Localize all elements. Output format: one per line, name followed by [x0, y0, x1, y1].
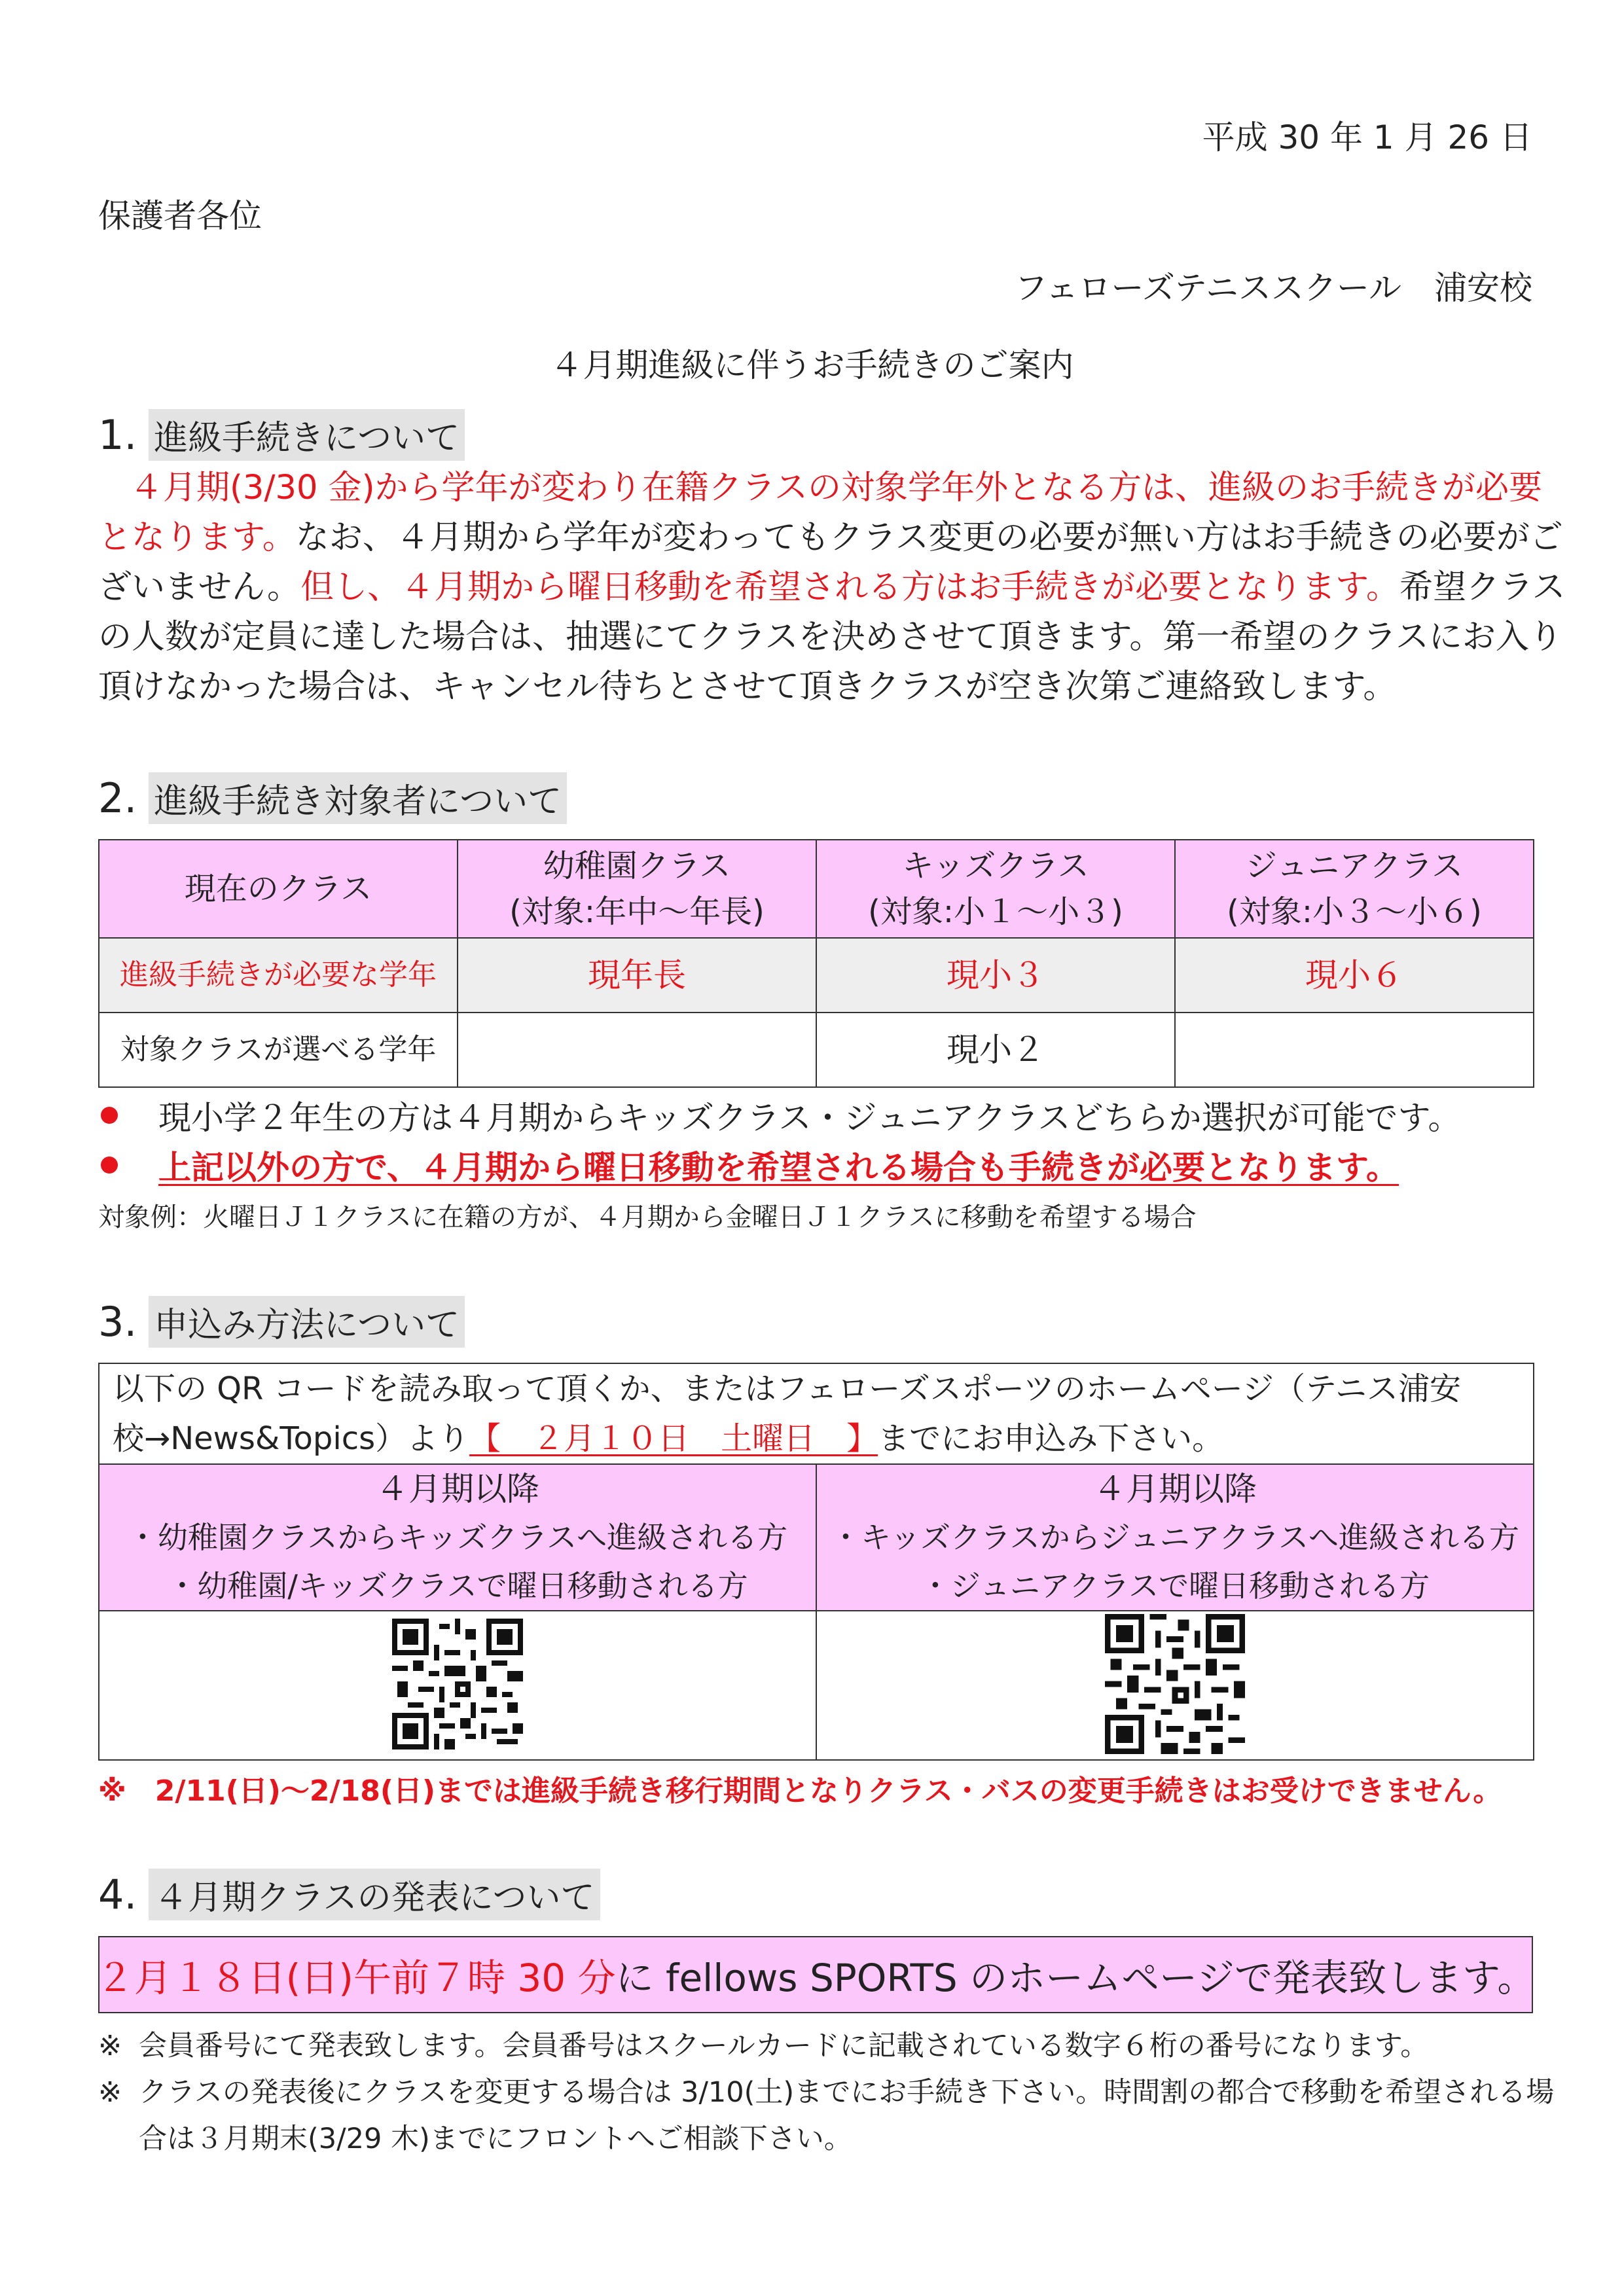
footnote: [98, 2070, 1554, 2110]
table-cell: [1175, 1013, 1534, 1087]
section-title: 進級手続き対象者について: [149, 772, 567, 824]
column-header: [1175, 840, 1534, 938]
body-text: の人数が定員に達した場合は、抽選にてクラスを決めさせて頂きます。第一希望のクラスにお入り: [98, 618, 1562, 656]
table-row: [99, 1363, 1534, 1464]
qr-code-icon[interactable]: [392, 1619, 523, 1749]
cell-item: ・ジュニアクラスで曜日移動される方: [920, 1568, 1430, 1604]
right-target-cell: [816, 1464, 1534, 1611]
section-1-heading: [98, 409, 465, 461]
cell-item: ・キッズクラスからジュニアクラスへ進級される方: [830, 1520, 1520, 1555]
section-number: 2.: [98, 774, 137, 822]
class-target: (対象:小３～小６): [1227, 893, 1482, 930]
example-note: 対象例：火曜日Ｊ１クラスに在籍の方が、４月期から金曜日Ｊ１クラスに移動を希望する場合: [98, 1202, 1197, 1232]
cell-title: ４月期以降: [376, 1470, 539, 1508]
announcement-datetime: ２月１８日(日)午前７時 30 分: [96, 1956, 616, 2000]
section-number: 3.: [98, 1298, 137, 1346]
left-target-cell: [99, 1464, 816, 1611]
application-table: [98, 1363, 1534, 1761]
eligibility-table: [98, 839, 1534, 1088]
document-title: ４月期進級に伴うお手続きのご案内: [550, 346, 1074, 384]
instruction-line: [113, 1414, 1520, 1463]
class-name: ジュニアクラス: [1245, 848, 1464, 884]
right-qr-cell: [816, 1611, 1534, 1760]
table-row: [99, 1013, 1534, 1087]
section-1-paragraph: [98, 463, 1566, 712]
table-header-row: [99, 840, 1534, 938]
announcement-text: に fellows SPORTS のホームページで発表致します。: [615, 1956, 1536, 2000]
bullet-item: [98, 1141, 1399, 1189]
highlight-text: となります。: [98, 518, 296, 557]
section-number: 4.: [98, 1871, 137, 1918]
instruction-text: 校→News&Topics）より: [113, 1420, 470, 1457]
section-title: 進級手続きについて: [149, 409, 465, 461]
class-target: (対象:年中～年長): [509, 893, 765, 930]
cell-item: ・幼稚園クラスからキッズクラスへ進級される方: [127, 1520, 788, 1555]
body-text: 希望クラス: [1399, 568, 1566, 607]
column-header: [816, 840, 1175, 938]
recipient: 保護者各位: [98, 197, 262, 235]
cell-item: ・幼稚園/キッズクラスで曜日移動される方: [167, 1568, 748, 1604]
row-label: 対象クラスが選べる学年: [99, 1013, 458, 1087]
note-mark: ※: [98, 2076, 122, 2109]
table-row: [99, 1464, 1534, 1611]
table-cell: 現小２: [816, 1013, 1175, 1087]
section-title: ４月期クラスの発表について: [149, 1869, 600, 1920]
class-name: キッズクラス: [902, 848, 1089, 884]
section-3-heading: [98, 1296, 465, 1348]
note-mark: ※: [98, 2030, 122, 2062]
bullet-text: 現小学２年生の方は４月期からキッズクラス・ジュニアクラスどちらか選択が可能です。: [158, 1099, 1461, 1137]
section-number: 1.: [98, 411, 137, 459]
table-cell: [458, 1013, 816, 1087]
row-label: 進級手続きが必要な学年: [99, 938, 458, 1013]
class-name: 幼稚園クラス: [543, 848, 731, 884]
body-text: なお、４月期から学年が変わってもクラス変更の必要が無い方はお手続きの必要がご: [295, 518, 1563, 557]
column-header: [458, 840, 816, 938]
instruction-text: までにお申込み下さい。: [878, 1420, 1224, 1457]
deadline-text: 【 ２月１０日 土曜日 】: [469, 1420, 878, 1457]
section-2-heading: [98, 772, 567, 824]
section-title: 申込み方法について: [149, 1296, 465, 1348]
bullet-text: 上記以外の方で、４月期から曜日移動を希望される場合も手続きが必要となります。: [158, 1149, 1399, 1187]
table-row: [99, 1611, 1534, 1760]
table-cell: 現小３: [816, 938, 1175, 1013]
transition-notice: ※ 2/11(日)～2/18(日)までは進級手続き移行期間となりクラス・バスの変更手続きはお受けできません。: [98, 1774, 1502, 1808]
qr-code-icon[interactable]: [1105, 1614, 1245, 1754]
highlight-text: 但し、４月期から曜日移動を希望される方はお手続きが必要となります。: [300, 568, 1399, 607]
table-row: [99, 938, 1534, 1013]
footnote-continuation: 合は３月期末(3/29 木)までにフロントへご相談下さい。: [139, 2123, 852, 2155]
highlight-text: ４月期(3/30 金)から学年が変わり在籍クラスの対象学年外となる方は、進級のお手続きが必要: [130, 469, 1543, 507]
instruction-line: 以下の QR コードを読み取って頂くか、またはフェローズスポーツのホームページ（テニス浦安: [113, 1371, 1462, 1407]
application-instructions: [99, 1363, 1534, 1464]
body-text: ざいません。: [98, 568, 301, 607]
table-cell: 現年長: [458, 938, 816, 1013]
table-corner: 現在のクラス: [99, 840, 458, 938]
table-cell: 現小６: [1175, 938, 1534, 1013]
sender: フェローズテニススクール 浦安校: [1015, 269, 1532, 307]
class-target: (対象:小１～小３): [868, 893, 1123, 930]
body-text: 頂けなかった場合は、キャンセル待ちとさせて頂きクラスが空き次第ご連絡致します。: [98, 668, 1397, 706]
issue-date: 平成 30 年 1 月 26 日: [1202, 118, 1532, 156]
note-text: 会員番号にて発表致します。会員番号はスクールカードに記載されている数字６桁の番号になります。: [139, 2030, 1429, 2062]
announcement-box: [96, 1936, 1536, 2013]
footnote: [98, 2024, 1428, 2064]
note-text: クラスの発表後にクラスを変更する場合は 3/10(土)までにお手続き下さい。時間割の都合で移動を希望される場: [139, 2076, 1555, 2109]
bullet-dot-icon: [101, 1107, 118, 1124]
cell-title: ４月期以降: [1093, 1470, 1257, 1508]
bullet-dot-icon: [101, 1157, 118, 1174]
section-4-heading: [98, 1869, 600, 1920]
bullet-item: [98, 1092, 1461, 1139]
left-qr-cell: [99, 1611, 816, 1760]
